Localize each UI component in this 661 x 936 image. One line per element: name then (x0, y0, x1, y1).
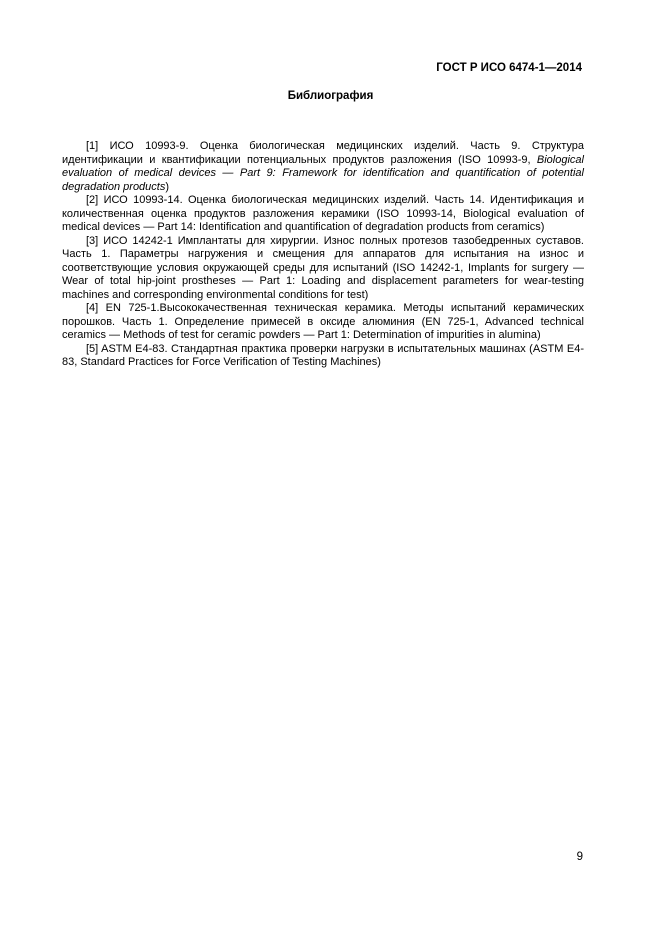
bibliography-list (62, 140, 584, 370)
entry-number: [2] (86, 194, 99, 206)
page-number: 9 (576, 851, 583, 863)
entry-number: [4] (86, 302, 99, 314)
entry-number: [3] (86, 234, 99, 247)
entry-text: ИСО 10993-14. Оценка биологическая медицинских изделий. Часть 14. Идентификация и количественная оценка продуктов разложения керамики (ISO 10993-14, Biological evaluation of medical devices — Part 14: Identification and quantification of degradation products from ceramics) (62, 194, 585, 233)
page-title: Библиография (287, 90, 374, 102)
entry-text: ASTM E4-83. Стандартная практика проверки нагрузки в испытательных машинах (ASTM E4-83, Standard Practices for Force Verification of Testing Machines) (62, 342, 584, 368)
entry-text-italic: Biological evaluation of medical devices — Part 9: Framework for identification and quantification of potential degradation products (62, 153, 584, 193)
bibliography-entry (62, 194, 584, 235)
entry-text-end: ) (165, 180, 170, 193)
bibliography-entry (62, 302, 584, 343)
standard-code-header: ГОСТ Р ИСО 6474-1—2014 (436, 62, 582, 74)
entry-text: ИСО 14242-1 Имплантаты для хирургии. Износ полных протезов тазобедренных суставов. Часть 1. Параметры нагружения и смещения для аппаратов для испытания на износ и соответствующие условия окружающей среды для испытаний (ISO 14242-1, Implants for surgery — Wear of total hip-joint prostheses — Part 1: Loading and displacement parameters for wear-testing machines and corresponding environmental conditions for test) (62, 234, 584, 301)
entry-number: [1] (86, 140, 99, 152)
bibliography-entry (62, 235, 584, 303)
entry-number: [5] (86, 342, 99, 355)
entry-text: ИСО 10993-9. Оценка биологическая медицинских изделий. Часть 9. Структура идентификации и квантификации потенциальных продуктов разложения (ISO 10993-9, (62, 140, 585, 166)
bibliography-entry (62, 343, 584, 370)
entry-text: EN 725-1.Высококачественная техническая керамика. Методы испытаний керамических порошков. Часть 1. Определение примесей в оксиде алюминия (EN 725-1, Advanced technical ceramics — Methods of test for ceramic powders — Part 1: Determination of impurities in alumina) (62, 302, 584, 341)
bibliography-entry (62, 140, 584, 194)
